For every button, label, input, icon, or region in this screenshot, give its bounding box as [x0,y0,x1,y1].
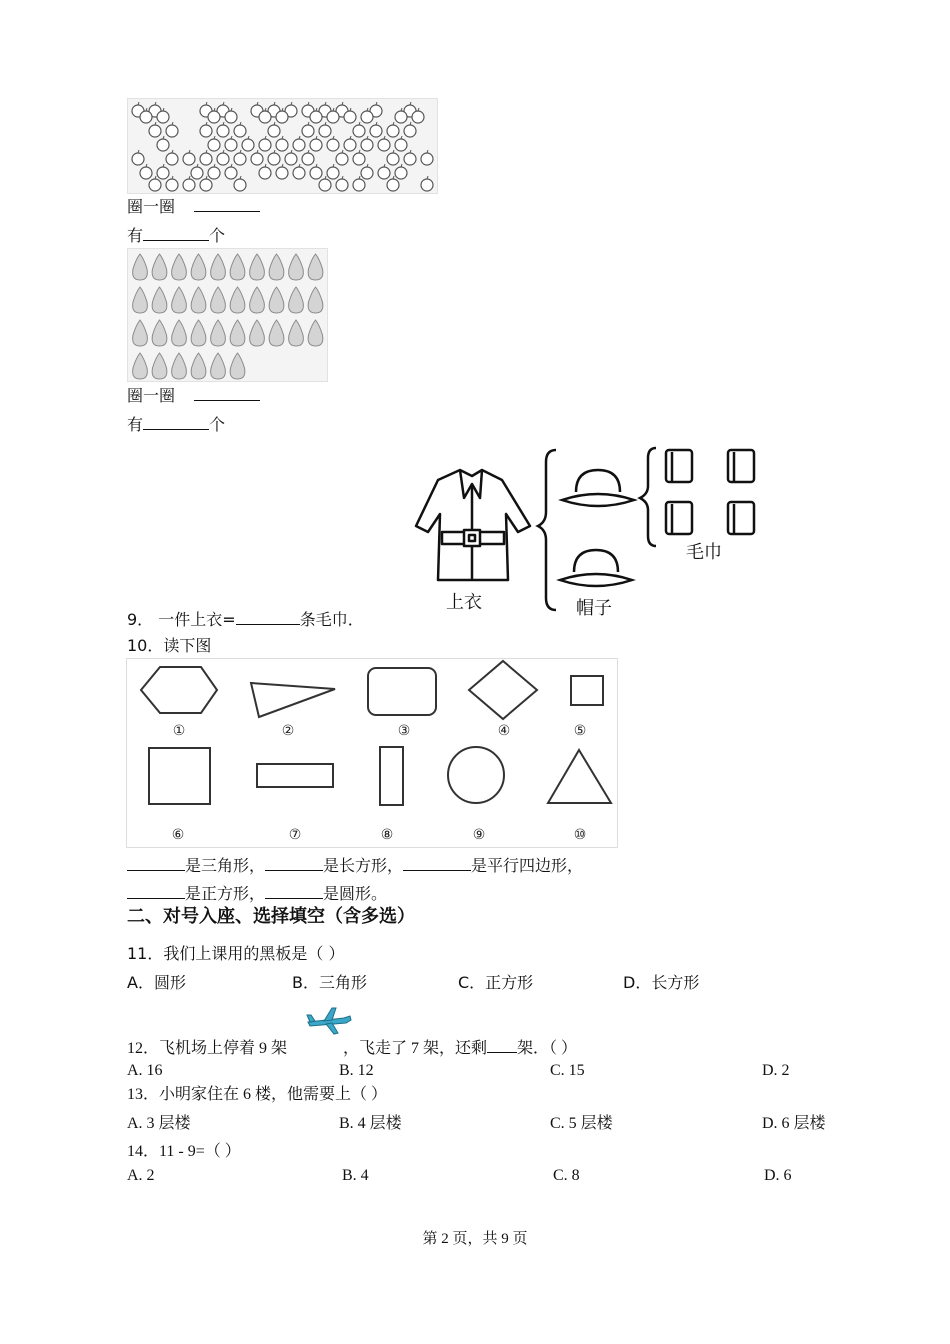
q12-option-c[interactable]: C. 15 [550,1062,585,1079]
q10-fill-text: 是三角形， [185,856,266,875]
hexagon-shape [141,667,217,713]
apple-icon [404,150,416,165]
q12-stem-part2: ，飞走了 7 架，还剩 [343,1040,488,1057]
pears-circle-line [127,385,260,406]
towel-icon [728,450,754,482]
q9-line [127,609,364,630]
q12-blank[interactable] [487,1037,517,1053]
shape-number: ⑩ [573,827,587,843]
q14-option-c[interactable]: C. 8 [553,1167,580,1184]
apple-icon [183,150,195,165]
small-brace-icon [640,448,656,546]
apple-icon [225,136,237,151]
apple-icon [293,164,305,179]
pear-icon [152,287,167,313]
towel-icon [728,502,754,534]
long-rectangle-shape [257,764,333,787]
pear-icon [269,320,284,346]
pear-icon [133,353,148,379]
shape-number: ① [172,723,186,739]
apples-count-line [127,225,225,246]
apples-circle-line [127,196,260,217]
apple-icon [395,164,407,179]
apple-icon [378,136,390,151]
q10-title: 10．读下图 [127,636,212,655]
shape-number: ⑥ [171,827,185,843]
apple-icon [336,150,348,165]
apple-icon [361,136,373,151]
pear-icon [191,287,206,313]
apple-icon [310,164,322,179]
apples-drawing [128,99,439,195]
apple-icon [353,122,365,137]
q14-option-d[interactable]: D. 6 [764,1167,792,1184]
shapes-drawing [127,659,619,849]
apple-icon [259,136,271,151]
pear-icon [133,254,148,280]
q11-stem: 11．我们上课用的黑板是（ ） [127,944,345,963]
apple-icon [293,136,305,151]
pears-image [127,248,328,382]
q11-option-c[interactable]: C．正方形 [458,973,534,992]
big-brace-icon [538,450,556,610]
pear-icon [250,320,265,346]
q13-option-d[interactable]: D. 6 层楼 [762,1115,826,1132]
apple-icon [395,136,407,151]
towels-label: 毛巾 [686,542,722,563]
apples-circle-label: 圈一圈 [127,197,176,216]
q11-option-b[interactable]: B．三角形 [292,973,367,992]
apples-count-blank[interactable] [143,225,209,241]
apple-icon [157,136,169,151]
equilateral-triangle-shape [548,750,611,803]
apple-icon [166,122,178,137]
section2-heading: 二、对号入座、选择填空（含多选） [127,906,415,927]
q11-option-a[interactable]: A．圆形 [127,973,186,992]
pear-icon [250,254,265,280]
q10-blank[interactable] [265,883,323,899]
towel-icon [666,502,692,534]
pear-icon [152,254,167,280]
apple-icon [302,150,314,165]
square-shape [149,748,210,804]
apple-icon [268,150,280,165]
shape-number: ⑨ [472,827,486,843]
pear-icon [172,287,187,313]
apple-icon [319,122,331,137]
apples-image [127,98,438,194]
apple-icon [268,122,280,137]
pear-icon [289,254,304,280]
apple-icon [200,150,212,165]
pear-icon [308,254,323,280]
apple-icon [208,136,220,151]
airplane-icon [304,1004,354,1036]
pear-icon [230,254,245,280]
shape-number: ⑧ [380,827,394,843]
q12-stem [127,1037,577,1059]
q14-option-b[interactable]: B. 4 [342,1167,369,1184]
pear-icon [289,320,304,346]
apple-icon [259,164,271,179]
q9-text-after: 条毛巾． [299,610,364,629]
towel-icon [666,450,692,482]
apple-icon [387,122,399,137]
hat-icon [560,550,632,586]
shape-number: ③ [397,723,411,739]
apple-icon [140,164,152,179]
q10-fill-text: 是长方形， [323,856,404,875]
q10-blank[interactable] [403,855,471,871]
clothes-label: 上衣 [446,592,482,613]
hats-label: 帽子 [576,598,612,619]
q10-fill-line2 [127,883,387,904]
pear-icon [230,320,245,346]
apple-icon [302,122,314,137]
shapes-image [126,658,618,848]
clothes-hats-towels-figure [390,440,770,620]
pears-drawing [128,249,329,383]
q14-stem: 14．11 - 9=（ ） [127,1143,241,1160]
apple-icon [336,176,348,191]
apple-icon [242,136,254,151]
q10-blank[interactable] [265,855,323,871]
pear-icon [211,287,226,313]
pear-icon [269,287,284,313]
apple-icon [327,164,339,179]
pear-icon [172,353,187,379]
shape-number: ⑤ [573,723,587,739]
q10-fill-text: 是平行四边形， [471,856,584,875]
pear-icon [211,320,226,346]
shape-number: ② [281,723,295,739]
circle-shape [448,747,504,803]
apple-icon [378,164,390,179]
apple-icon [217,150,229,165]
apple-icon [370,122,382,137]
apple-icon [276,136,288,151]
pear-icon [172,254,187,280]
pear-icon [191,320,206,346]
q12-option-b[interactable]: B. 12 [339,1062,374,1079]
apple-icon [421,150,433,165]
q13-stem: 13．小明家住在 6 楼，他需要上（ ） [127,1086,388,1103]
q13-option-b[interactable]: B. 4 层楼 [339,1115,402,1132]
small-square-shape [571,676,603,705]
shape-number: ④ [497,723,511,739]
pear-icon [133,320,148,346]
apples-count-prefix: 有 [127,226,144,245]
q13-option-a[interactable]: A. 3 层楼 [127,1115,191,1132]
shape-number: ⑦ [288,827,302,843]
pear-icon [191,353,206,379]
apple-icon [208,164,220,179]
q10-fill-text: 是圆形。 [323,884,388,903]
apple-icon [166,176,178,191]
apple-icon [200,122,212,137]
pears-circle-label: 圈一圈 [127,386,176,405]
pears-count-line [127,414,225,435]
apple-icon [276,164,288,179]
apple-icon [166,150,178,165]
apple-icon [234,122,246,137]
pear-icon [250,287,265,313]
q12-stem-part3: 架．（ ） [517,1040,578,1057]
rhombus-shape [469,661,537,719]
page-footer: 第 2 页，共 9 页 [422,1231,528,1247]
rounded-rectangle-shape [368,668,436,715]
pears-count-prefix: 有 [127,415,144,434]
q10-blank[interactable] [127,855,185,871]
pear-icon [172,320,187,346]
apple-icon [361,164,373,179]
apples-circle-blank[interactable] [194,196,260,212]
pear-icon [211,254,226,280]
apple-icon [234,150,246,165]
apple-icon [387,150,399,165]
apple-icon [285,150,297,165]
apple-icon [191,164,203,179]
pear-icon [152,320,167,346]
pears-count-blank[interactable] [143,414,209,430]
apple-icon [344,136,356,151]
pear-icon [211,353,226,379]
pear-icon [152,353,167,379]
q10-fill-line1 [127,855,583,876]
pear-icon [308,320,323,346]
q10-fill-text: 是正方形， [185,884,266,903]
apple-icon [149,122,161,137]
apple-icon [421,176,433,191]
hat-icon [562,470,634,506]
q13-option-c[interactable]: C. 5 层楼 [550,1115,613,1132]
pear-icon [308,287,323,313]
pear-icon [230,353,245,379]
apple-icon [217,122,229,137]
apple-icon [353,150,365,165]
pears-circle-blank[interactable] [194,385,260,401]
apple-icon [225,164,237,179]
apple-icon [132,150,144,165]
apple-icon [327,136,339,151]
q9-text-before: 9． 一件上衣= [127,610,236,629]
tall-rectangle-shape [380,747,403,805]
pear-icon [289,287,304,313]
apple-icon [157,164,169,179]
triangle-obtuse-shape [251,683,335,717]
q12-option-d[interactable]: D. 2 [762,1062,790,1079]
pear-icon [269,254,284,280]
pear-icon [191,254,206,280]
jacket-icon [416,470,530,580]
q12-option-a[interactable]: A. 16 [127,1062,163,1079]
pear-icon [230,287,245,313]
q14-option-a[interactable]: A. 2 [127,1167,155,1184]
q10-blank[interactable] [127,883,185,899]
pears-count-suffix: 个 [209,415,226,434]
q12-stem-part1: 12．飞机场上停着 9 架 [127,1040,288,1057]
pear-icon [133,287,148,313]
apple-icon [404,122,416,137]
q9-blank[interactable] [236,609,300,625]
apple-icon [310,136,322,151]
apple-icon [234,176,246,191]
apples-count-suffix: 个 [209,226,226,245]
apple-icon [251,150,263,165]
q11-option-d[interactable]: D．长方形 [623,973,700,992]
